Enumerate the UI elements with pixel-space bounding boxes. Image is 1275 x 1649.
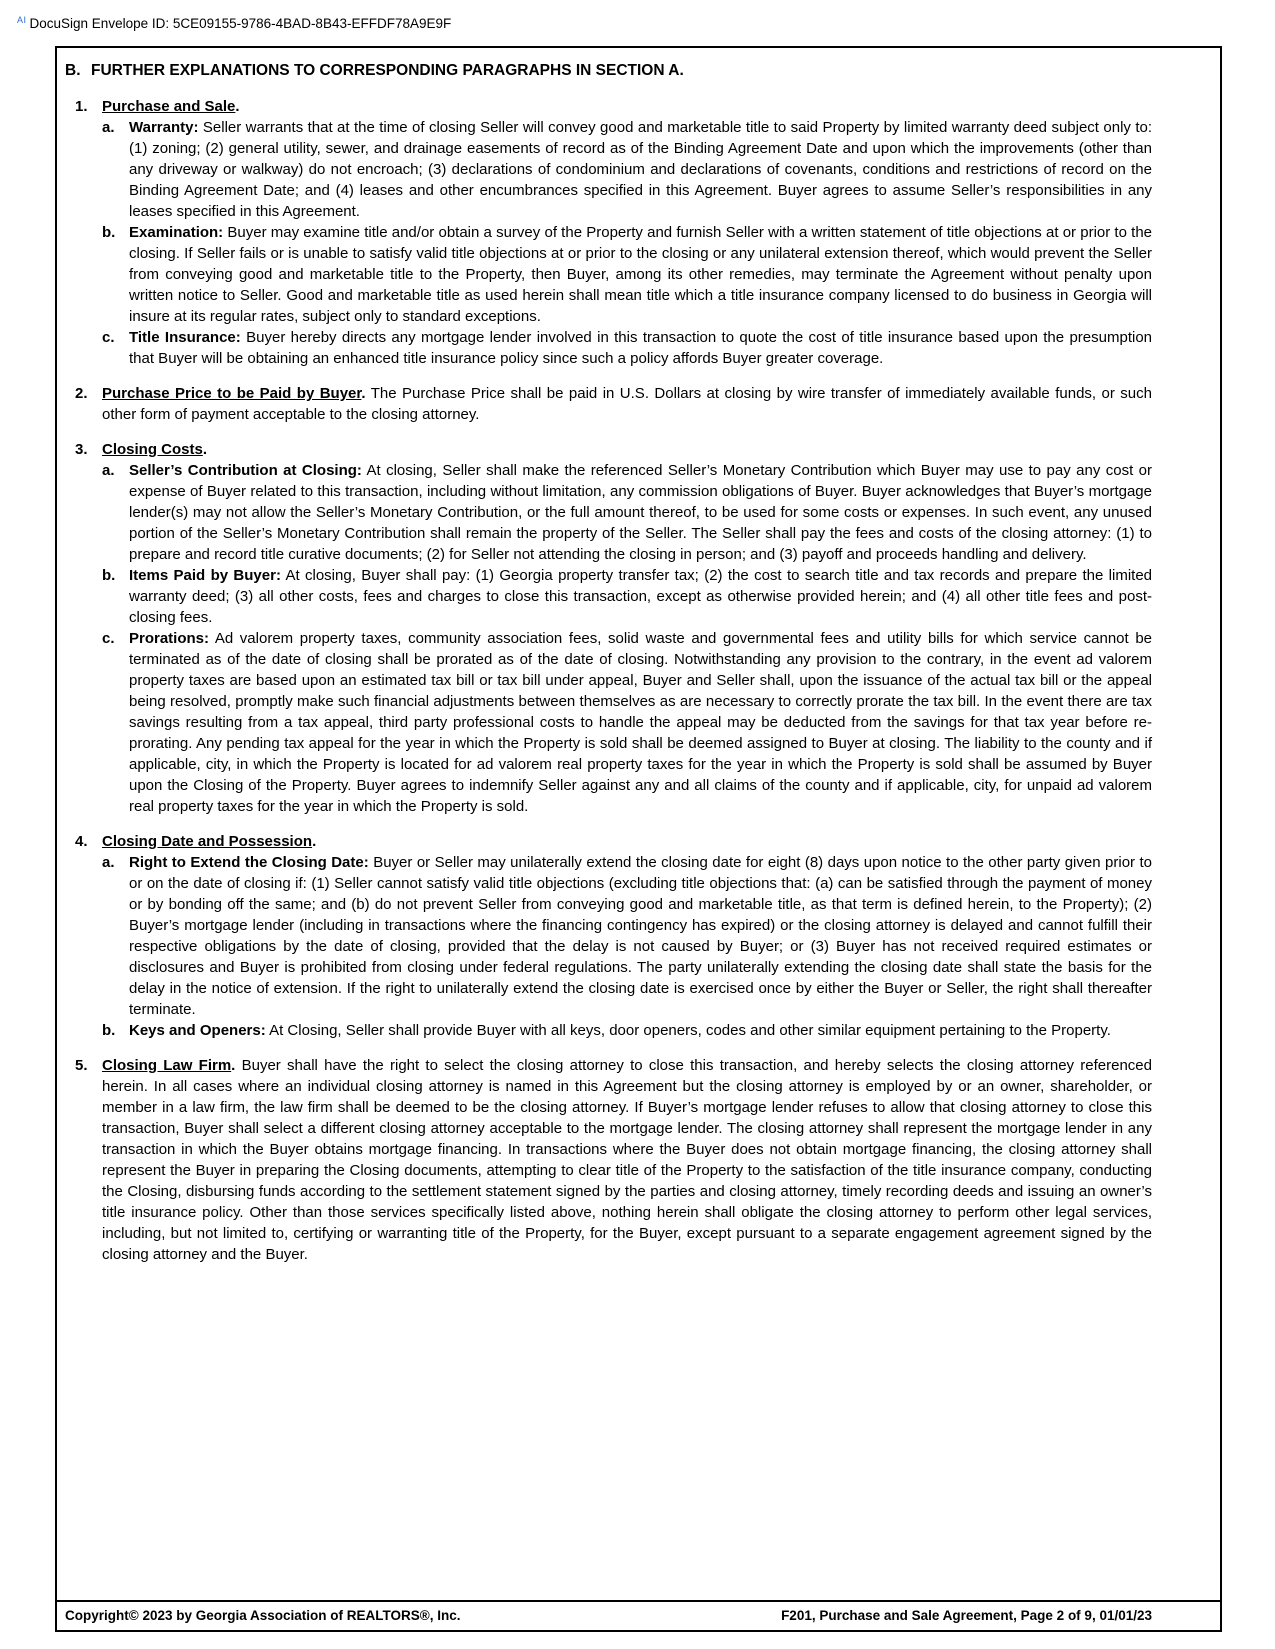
sub-paragraph-letter: c. <box>102 629 115 647</box>
sub-paragraph-text <box>129 565 1152 628</box>
section-title-period: . <box>231 1056 236 1074</box>
section-paragraph <box>102 1055 1152 1265</box>
sub-paragraph-letter: a. <box>102 118 115 136</box>
section-title-period: . <box>312 832 317 850</box>
sub-paragraph-body: Seller warrants that at the time of closing Seller will convey good and marketable title to said Property by limited warranty deed subject only to: (1) zoning; (2) general utility, sewer, and drainage easements of record as of the Binding Agreement Date and upon which the improvements (other than any driveway or walkway) do not encroach; (3) declarations of condominium and declarations of covenants, conditions and restrictions of record on the Binding Agreement Date; and (4) leases and other encumbrances specified in this Agreement. Buyer agrees to assume Seller’s responsibilities in any leases specified in this Agreement. <box>129 118 1153 220</box>
annotation-marker-icon: AI <box>17 15 27 25</box>
section-closing-date-possession <box>75 831 1152 1041</box>
document-footer <box>57 1600 1220 1630</box>
sub-paragraph-prorations <box>102 628 1152 817</box>
sub-paragraph-text <box>129 327 1152 369</box>
footer-copyright: Copyright© 2023 by Georgia Association of REALTORS®, Inc. <box>65 1608 461 1623</box>
sub-paragraph-letter: a. <box>102 853 115 871</box>
section-closing-law-firm <box>75 1055 1152 1265</box>
sub-paragraph-keys-and-openers <box>102 1020 1152 1041</box>
envelope-id-text: DocuSign Envelope ID: 5CE09155-9786-4BAD-8B43-EFFDF78A9E9F <box>29 16 452 31</box>
section-b-heading-number: B. <box>65 62 81 79</box>
sub-paragraph-body: Buyer hereby directs any mortgage lender involved in this transaction to quote the cost of title insurance based upon the presumption that Buyer will be obtaining an enhanced title insurance policy since such a policy affords Buyer greater coverage. <box>129 328 1153 367</box>
sub-paragraph-body: At Closing, Seller shall provide Buyer with all keys, door openers, codes and other similar equipment pertaining to the Property. <box>269 1021 1111 1039</box>
section-title <box>102 439 1152 460</box>
sub-paragraph-warranty <box>102 117 1152 222</box>
section-title-period: . <box>361 384 366 402</box>
section-body-text: Buyer shall have the right to select the closing attorney to close this transaction, and hereby selects the closing attorney referenced herein. In all cases where an individual closing attorney is named in this Agreement but the closing attorney is employed by or an owner, shareholder, or member in a law firm, the law firm shall be deemed to be the closing attorney. If Buyer’s mortgage lender refuses to allow that closing attorney to close this transaction, Buyer shall select a different closing attorney acceptable to the mortgage lender. The closing attorney shall represent the mortgage lender in any transaction in which the Buyer obtains mortgage financing. In transactions where the Buyer does not obtain mortgage financing, the closing attorney shall represent the Buyer in preparing the Closing documents, attempting to clear title of the Property to the satisfaction of the title insurance company, conducting the Closing, disbursing funds according to the settlement statement signed by the parties and closing attorney, timely recording deeds and issuing an owner’s title insurance policy. Other than those services specifically listed above, nothing herein shall obligate the closing attorney to perform other legal services, including, but not limited to, certifying or warranting title of the Property, for the Buyer, except pursuant to a separate engagement agreement signed by the closing attorney and the Buyer. <box>102 1056 1152 1263</box>
sub-paragraph-letter: c. <box>102 328 115 346</box>
sub-paragraph-body: Buyer may examine title and/or obtain a survey of the Property and furnish Seller with a written statement of title objections at or prior to the closing. If Seller fails or is unable to satisfy valid title objections at or prior to the closing or any unilateral extension thereof, which would prevent the Seller from conveying good and marketable title to the Property, then Buyer, among its other remedies, may terminate the Agreement without penalty upon written notice to Seller. Good and marketable title as used herein shall mean title which a title insurance company licensed to do business in Georgia will insure at its regular rates, subject only to standard exceptions. <box>129 223 1152 325</box>
sub-paragraph-text <box>129 852 1152 1020</box>
sub-paragraph-sellers-contribution <box>102 460 1152 565</box>
section-title-period: . <box>202 440 208 458</box>
sub-paragraph-text <box>129 222 1152 327</box>
section-paragraph <box>102 383 1152 425</box>
section-title-text: Purchase and Sale <box>102 97 236 115</box>
section-b-heading <box>65 60 1152 82</box>
document-page-frame <box>55 46 1222 1632</box>
sub-paragraph-label: Warranty: <box>129 118 199 136</box>
sub-paragraph-label: Seller’s Contribution at Closing: <box>129 461 362 479</box>
section-number: 3. <box>75 440 88 458</box>
section-title-period: . <box>235 97 240 115</box>
sub-paragraph-examination <box>102 222 1152 327</box>
sub-paragraph-body: Buyer or Seller may unilaterally extend the closing date for eight (8) days upon notice to the other party given prior to or on the date of closing if: (1) Seller cannot satisfy valid title objections (excluding title objections that: (a) can be satisfied through the payment of money or by bonding off the same; and (b) do not prevent Seller from conveying good and marketable title, as that term is defined herein, to the Property); (2) Buyer’s mortgage lender (including in transactions where the financing contingency has expired) or the closing attorney is delayed and cannot fulfill their respective obligations by the date of closing, provided that the delay is not caused by Buyer; or (3) Buyer has not received required estimates or disclosures and Buyer is prohibited from closing under federal regulations. The party unilaterally extending the closing date shall state the basis for the delay in the notice of extension. If the right to unilaterally extend the closing date is exercised once by either the Buyer or Seller, the right shall thereafter terminate. <box>129 853 1152 1018</box>
section-number: 1. <box>75 97 88 115</box>
section-title <box>102 831 1152 852</box>
sub-paragraph-label: Prorations: <box>129 629 210 647</box>
sub-paragraph-letter: b. <box>102 223 116 241</box>
sub-paragraph-text <box>129 460 1152 565</box>
document-body <box>57 48 1220 1600</box>
sub-paragraph-label: Title Insurance: <box>129 328 241 346</box>
section-number: 2. <box>75 384 88 402</box>
section-title-text: Closing Date and Possession <box>102 832 313 850</box>
sub-paragraph-body: At closing, Buyer shall pay: (1) Georgia property transfer tax; (2) the cost to search title and tax records and prepare the limited warranty deed; (3) all other costs, fees and charges to close this transaction, except as otherwise provided herein; and (4) all other title fees and post-closing fees. <box>129 566 1152 626</box>
sub-paragraph-text <box>129 117 1152 222</box>
sub-paragraph-letter: b. <box>102 1021 116 1039</box>
section-purchase-and-sale <box>75 96 1152 369</box>
docusign-envelope-header <box>17 15 451 31</box>
section-number: 4. <box>75 832 88 850</box>
sub-paragraph-text <box>129 1020 1152 1041</box>
sub-paragraph-items-paid-by-buyer <box>102 565 1152 628</box>
sub-paragraph-letter: a. <box>102 461 115 479</box>
sub-paragraph-label: Items Paid by Buyer: <box>129 566 281 584</box>
section-title-text: Closing Law Firm <box>102 1056 232 1074</box>
sub-paragraph-body: Ad valorem property taxes, community association fees, solid waste and governmental fees and utility bills for which service cannot be terminated as of the date of closing shall be prorated as of the date of closing. Notwithstanding any provision to the contrary, in the event ad valorem property taxes are based upon an estimated tax bill or tax bill under appeal, Buyer and Seller shall, upon the issuance of the actual tax bill or the appeal being resolved, promptly make such financial adjustments between themselves as are necessary to correctly prorate the tax bill. In the event there are tax savings resulting from a tax appeal, third party professional costs to handle the appeal may be deducted from the savings for that tax year before re-prorating. Any pending tax appeal for the year in which the Property is sold shall be deemed assigned to Buyer at closing. The liability to the county and if applicable, city, in which the Property is located for ad valorem real property taxes for the year in which the Property is sold shall be assumed by Buyer upon the Closing of the Property. Buyer agrees to indemnify Seller against any and all claims of the county and if applicable, city, for unpaid ad valorem real property taxes for the year in which the Property is sold. <box>129 629 1153 815</box>
sub-paragraph-title-insurance <box>102 327 1152 369</box>
footer-form-id: F201, Purchase and Sale Agreement, Page 2 of 9, 01/01/23 <box>781 1608 1152 1623</box>
section-title-text: Closing Costs <box>102 440 203 458</box>
sub-paragraph-label: Examination: <box>129 223 224 241</box>
section-number: 5. <box>75 1056 88 1074</box>
sub-paragraph-label: Right to Extend the Closing Date: <box>129 853 369 871</box>
sub-paragraph-letter: b. <box>102 566 116 584</box>
section-purchase-price <box>75 383 1152 425</box>
sub-paragraph-body: At closing, Seller shall make the referenced Seller’s Monetary Contribution which Buyer may use to pay any cost or expense of Buyer related to this transaction, including without limitation, any commission obligations of Buyer. Buyer acknowledges that Buyer’s mortgage lender(s) may not allow the Seller’s Monetary Contribution, or the full amount thereof, to be used for some costs or expenses. In such event, any unused portion of the Seller’s Monetary Contribution shall remain the property of the Seller. The Seller shall pay the fees and costs of the closing attorney: (1) to prepare and record title curative documents; (2) for Seller not attending the closing in person; and (3) payoff and proceeds handling and delivery. <box>129 461 1152 563</box>
section-title-text: Purchase Price to be Paid by Buyer <box>102 384 362 402</box>
sub-paragraph-text <box>129 628 1152 817</box>
section-closing-costs <box>75 439 1152 817</box>
section-title <box>102 96 1152 117</box>
sub-paragraph-label: Keys and Openers: <box>129 1021 266 1039</box>
section-body-text: The Purchase Price shall be paid in U.S. Dollars at closing by wire transfer of immediately available funds, or such other form of payment acceptable to the closing attorney. <box>102 384 1152 423</box>
section-b-heading-text: FURTHER EXPLANATIONS TO CORRESPONDING PARAGRAPHS IN SECTION A. <box>91 62 684 79</box>
sub-paragraph-right-to-extend <box>102 852 1152 1020</box>
